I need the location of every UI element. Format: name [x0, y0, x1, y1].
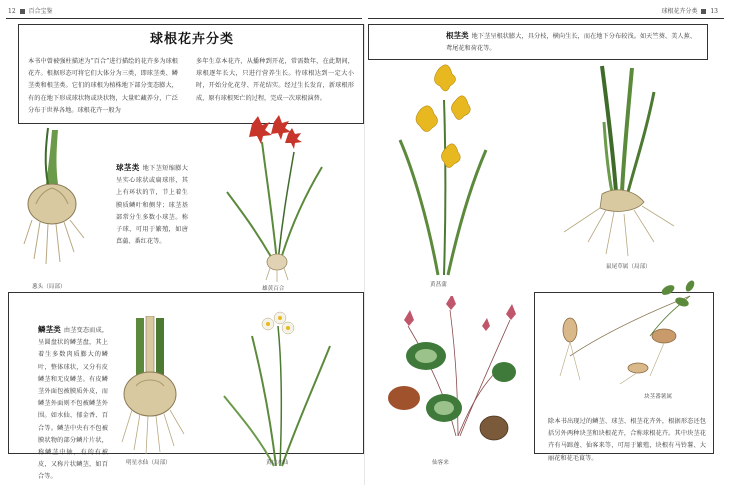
- caption-hyacinth-part: 明星水仙（局部）: [126, 460, 171, 466]
- header-rule-left: [6, 18, 362, 19]
- left-page-header: [8, 6, 53, 24]
- rhizome-lead: 根茎类: [446, 31, 469, 40]
- left-page-number: 12: [8, 8, 16, 15]
- corm-paragraph: [116, 162, 188, 248]
- header-square-icon: [701, 9, 706, 14]
- caption-crocosmia: 雄黄百合: [262, 286, 285, 292]
- page-gutter: [364, 24, 365, 485]
- bulb-lead: 鳞茎类: [38, 325, 61, 334]
- corm-lead: 球茎类: [116, 163, 140, 172]
- iris-illustration: [398, 60, 490, 280]
- tuber-illustration: [540, 276, 708, 386]
- corm-text: 地下茎短缩膨大呈实心球状或扁球形，其上有环状的节，节上着生膜质鳞叶和侧芽；球茎基部常分生多数小球茎。称子球，可用于繁殖，如唐菖蒲、番红花等。: [116, 165, 188, 246]
- caption-cyclamen: 仙客来: [432, 460, 449, 466]
- header-square-icon: [20, 9, 25, 14]
- caption-iris: 黄菖蒲: [430, 282, 447, 288]
- bulb-text: 由茎变态而成，呈圆盘状的鳞茎盘，其上着生多数肉质膨大的鳞叶，整体球状，又分有皮鳞茎和无皮鳞茎。有皮鳞茎外面包被膜质外皮，而鳞茎外面则不包被鳞茎外围。如水仙、郁金香、百合等。鳞茎中央有不包被膜状物的部分鳞片片状，称鳞茎中轴，有的有被皮，又称片状鳞茎，如百合等。: [38, 327, 109, 481]
- caption-bulb-part: 葱头（局部）: [32, 284, 66, 290]
- caption-rhizome-part: 鼠尾草属（局部）: [606, 264, 651, 270]
- cyclamen-illustration: [386, 296, 526, 452]
- left-section-title: 百合宝鉴: [28, 8, 53, 15]
- caption-tuber: 块茎番薯属: [644, 394, 672, 400]
- closing-paragraph: 除本书出现过的鳞茎、球茎、根茎花卉外，根据形态还包括另外两种块茎和块根花卉，合称球根花卉。其中块茎花卉有马蹄莲、仙客来等，可用于繁殖，块根有马铃薯、大丽花和花毛茛等。: [548, 418, 706, 462]
- bulb-part-illustration: [18, 124, 90, 274]
- right-page-header: [662, 6, 719, 24]
- page-title: 球根花卉分类: [150, 32, 235, 47]
- right-section-title: 球根花卉分类: [661, 8, 698, 15]
- caption-narcissus: 黄口水仙: [266, 460, 289, 466]
- rhizome-part-illustration: [558, 62, 678, 262]
- rhizome-text: 地下茎呈根状膨大，具分枝，横向生长，而在地下分布较浅。如天竺葵、美人蕉、鸢尾花和荷花等。: [446, 33, 697, 53]
- right-page-number: 13: [710, 8, 718, 15]
- bulb-paragraph: [38, 324, 108, 484]
- hyacinth-part-illustration: [114, 316, 190, 456]
- intro-text-right: 多年生草本花卉，从播种到开花，常需数年，在此期间，球根逐年长大，只进行营养生长。待球根达到一定大小时，开始分化花芽、开花结实。经过生长发育，新球根形成，原有球根死亡的过程，完成一次球根演替。: [196, 58, 354, 102]
- intro-text-left: 本书中曾被强柱描述为“百合”进行描绘的花卉多为球根花卉。根据形态可将它们大体分为三类，即球茎类、鳞茎类和根茎类。它们的球根为植株地下部分变态膨大，有的在地下形成球状物或块状物，大量贮藏养分，广泛分布于世界各地。球根花卉一般为: [28, 58, 178, 114]
- crocosmia-illustration: [222, 112, 332, 282]
- header-rule-right: [368, 18, 724, 19]
- rhizome-paragraph: [446, 30, 696, 55]
- narcissus-illustration: [222, 306, 334, 470]
